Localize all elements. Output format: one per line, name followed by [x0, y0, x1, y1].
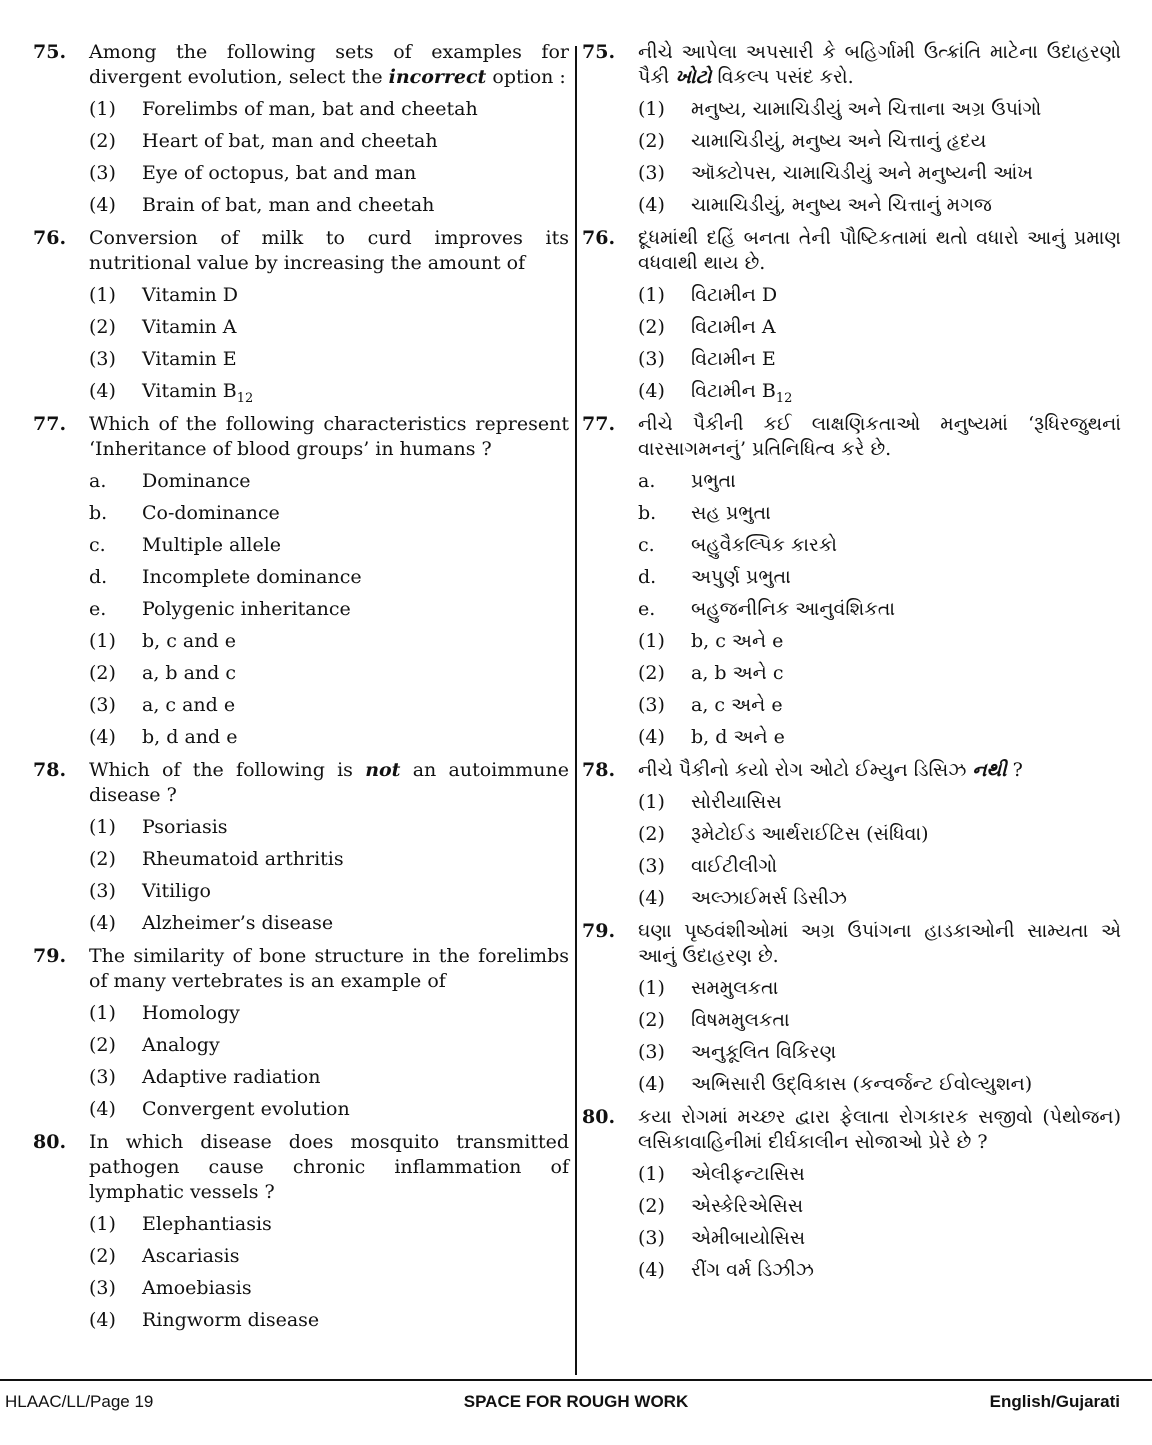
question-text [638, 40, 1121, 90]
option-text: રીંગ વર્મ ડિઝીઝ [691, 1259, 814, 1281]
answer-option [638, 1226, 1121, 1251]
answer-option [638, 379, 1121, 404]
question-text-part: Among the following sets of examples for divergent evolution, select the [89, 41, 569, 88]
question-number: 79. [33, 945, 67, 967]
option-label: (2) [638, 1195, 665, 1217]
option-label: (3) [89, 162, 116, 184]
question-text-part: વિકલ્પ પસંદ કરો. [711, 66, 854, 88]
option-label: (4) [89, 1309, 116, 1331]
option-label: b. [638, 502, 657, 524]
option-text: Convergent evolution [142, 1098, 350, 1120]
option-text: Vitamin D [142, 284, 239, 306]
option-label: (2) [89, 130, 116, 152]
option-text: વિટામીન $B_{12}$ [691, 380, 793, 406]
option-text: Vitamin A [142, 316, 237, 338]
answer-option [89, 1308, 569, 1333]
option-text: Vitamin $B_{12}$ [142, 380, 254, 406]
option-text: સમમુલકતા [691, 977, 779, 999]
answer-option [638, 315, 1121, 340]
answer-option [89, 565, 569, 590]
question-text-part: નીચે પૈકીનો કયો રોગ ઓટો ઈમ્યુન ડિસિઝ [638, 759, 973, 781]
question-text [638, 1105, 1121, 1155]
question-text-part: an autoimmune disease ? [89, 759, 569, 806]
option-label: (1) [89, 816, 116, 838]
emphasized-word: નથી [972, 759, 1007, 781]
option-label: (2) [89, 848, 116, 870]
option-label: (4) [638, 726, 665, 748]
option-text: Eye of octopus, bat and man [142, 162, 417, 184]
question-text [89, 412, 569, 462]
option-text: a, b and c [142, 662, 237, 684]
option-text: a, b અને c [691, 662, 784, 684]
option-text: બહુવૈકલ્પિક કારકો [691, 534, 838, 556]
answer-option [89, 1244, 569, 1269]
option-label: (4) [638, 380, 665, 402]
option-label: (4) [638, 1259, 665, 1281]
option-text: વાઈટીલીગો [691, 855, 778, 877]
answer-option [638, 283, 1121, 308]
option-label: (1) [89, 630, 116, 652]
answer-option [89, 815, 569, 840]
answer-option [89, 379, 569, 404]
answer-option [89, 725, 569, 750]
option-label: (4) [89, 194, 116, 216]
option-label: (3) [638, 694, 665, 716]
emphasized-word: not [365, 759, 401, 781]
rough-work-label: SPACE FOR ROUGH WORK [463, 1392, 689, 1411]
option-text: b, c and e [142, 630, 236, 652]
option-label: (3) [89, 694, 116, 716]
answer-option [638, 565, 1121, 590]
question-79 [33, 944, 569, 1122]
question-text-part: Which of the following characteristics represent ‘Inheritance of blood groups’ in humans ? [89, 413, 569, 460]
option-label: (4) [89, 1098, 116, 1120]
question-number: 79. [582, 920, 616, 942]
column-divider [575, 46, 577, 1375]
question-text [89, 944, 569, 994]
option-label: c. [638, 534, 655, 556]
option-text: એમીબાયોસિસ [691, 1227, 806, 1249]
question-78 [582, 758, 1121, 911]
question-number: 78. [582, 759, 616, 781]
answer-option [638, 501, 1121, 526]
option-label: (2) [638, 316, 665, 338]
option-text: Analogy [142, 1034, 220, 1056]
language-label: English/Gujarati [989, 1392, 1120, 1411]
option-text: Adaptive radiation [142, 1066, 321, 1088]
option-text: Alzheimer’s disease [142, 912, 334, 934]
option-text: a, c and e [142, 694, 236, 716]
option-label: (4) [638, 194, 665, 216]
question-text-part: નીચે આપેલા અપસારી કે બહિર્ગામી ઉત્ક્રાંતિ માટેના ઉદાહરણો પૈકી [638, 41, 1121, 88]
question-text-part: ? [1006, 759, 1023, 781]
option-text: અલ્ઝાઈમર્સ ડિસીઝ [691, 887, 847, 909]
answer-option [89, 315, 569, 340]
option-text: વિટામીન A [691, 316, 776, 338]
answer-option [638, 129, 1121, 154]
question-80 [582, 1105, 1121, 1283]
answer-option [638, 693, 1121, 718]
option-label: (1) [638, 1163, 665, 1185]
answer-option [89, 1065, 569, 1090]
question-text-part: Which of the following is [89, 759, 366, 781]
option-label: (2) [89, 1034, 116, 1056]
option-label: (2) [89, 1245, 116, 1267]
option-label: a. [89, 470, 107, 492]
english-column [33, 40, 569, 1341]
option-label: (1) [89, 1213, 116, 1235]
question-number: 78. [33, 759, 67, 781]
question-number: 75. [33, 41, 67, 63]
option-text: વિટામીન D [691, 284, 778, 306]
option-label: (2) [638, 130, 665, 152]
option-label: c. [89, 534, 106, 556]
option-label: (1) [638, 977, 665, 999]
answer-option [89, 1001, 569, 1026]
option-label: (4) [89, 912, 116, 934]
option-label: (4) [89, 726, 116, 748]
option-label: (3) [89, 348, 116, 370]
answer-option [638, 533, 1121, 558]
option-text: અપુર્ણ પ્રભુતા [691, 566, 791, 588]
question-78 [33, 758, 569, 936]
option-label: (2) [638, 1009, 665, 1031]
option-label: (3) [638, 348, 665, 370]
option-text: એલીફન્ટાસિસ [691, 1163, 805, 1185]
answer-option [89, 193, 569, 218]
question-text [89, 758, 569, 808]
question-number: 77. [33, 413, 67, 435]
option-text: Brain of bat, man and cheetah [142, 194, 435, 216]
option-label: (1) [638, 630, 665, 652]
option-text: સહ પ્રભુતા [691, 502, 771, 524]
option-text: a, c અને e [691, 694, 783, 716]
answer-option [89, 1033, 569, 1058]
answer-option [89, 347, 569, 372]
option-text: Heart of bat, man and cheetah [142, 130, 438, 152]
answer-option [638, 97, 1121, 122]
answer-option [89, 661, 569, 686]
option-label: a. [638, 470, 656, 492]
option-label: (3) [638, 162, 665, 184]
answer-option [638, 854, 1121, 879]
option-label: e. [638, 598, 656, 620]
question-number: 80. [33, 1131, 67, 1153]
question-text [638, 412, 1121, 462]
option-text: Multiple allele [142, 534, 282, 556]
option-text: એસ્કેરિએસિસ [691, 1195, 804, 1217]
answer-option [89, 501, 569, 526]
answer-option [89, 847, 569, 872]
answer-option [638, 661, 1121, 686]
answer-option [89, 1097, 569, 1122]
question-text-part: દૂધમાંથી દહિં બનતા તેની પૌષ્ટિકતામાં થતો વધારો આનું પ્રમાણ વધવાથી થાય છે. [638, 227, 1121, 274]
footer-rule [0, 1379, 1152, 1381]
option-label: (2) [638, 662, 665, 684]
answer-option [89, 629, 569, 654]
answer-option [638, 822, 1121, 847]
option-label: (3) [89, 1066, 116, 1088]
option-text: રૂમેટોઈડ આર્થરાઈટિસ (સંધિવા) [691, 823, 929, 845]
option-text: b, c અને e [691, 630, 784, 652]
answer-option [638, 597, 1121, 622]
answer-option [638, 1162, 1121, 1187]
option-text: Forelimbs of man, bat and cheetah [142, 98, 478, 120]
option-label: (3) [89, 1277, 116, 1299]
option-label: (1) [89, 1002, 116, 1024]
answer-option [89, 911, 569, 936]
answer-option [638, 629, 1121, 654]
answer-option [638, 1008, 1121, 1033]
question-text-part: ઘણા પૃષ્ઠવંશીઓમાં અગ્ર ઉપાંગના હાડકાઓની સામ્યતા એ આનું ઉદાહરણ છે. [638, 920, 1121, 967]
question-77 [582, 412, 1121, 750]
question-text [638, 758, 1121, 783]
answer-option [89, 469, 569, 494]
option-text: બહુજનીનિક આનુવંશિકતા [691, 598, 896, 620]
option-text: ચામાચિડીયું, મનુષ્ય અને ચિત્તાનું મગજ [691, 194, 992, 216]
question-text-part: નીચે પૈકીની કઈ લાક્ષણિકતાઓ મનુષ્યમાં ‘રૂધિરજુથનાં વારસાગમનનું’ પ્રતિનિધિત્વ કરે છે. [638, 413, 1121, 460]
question-text [89, 40, 569, 90]
option-label: (1) [638, 791, 665, 813]
answer-option [638, 161, 1121, 186]
question-text [89, 226, 569, 276]
option-label: (3) [638, 1227, 665, 1249]
gujarati-column [582, 40, 1121, 1291]
option-text: વિષમમુલકતા [691, 1009, 790, 1031]
option-label: (1) [638, 98, 665, 120]
question-75 [33, 40, 569, 218]
option-label: (2) [638, 823, 665, 845]
answer-option [89, 97, 569, 122]
question-number: 75. [582, 41, 616, 63]
question-text [638, 919, 1121, 969]
option-text: મનુષ્ય, ચામાચિડીયું અને ચિત્તાના અગ્ર ઉપાંગો [691, 98, 1042, 120]
option-label: (3) [638, 1041, 665, 1063]
answer-option [638, 976, 1121, 1001]
answer-option [89, 129, 569, 154]
answer-option [638, 347, 1121, 372]
option-text: Vitiligo [142, 880, 211, 902]
option-text: Incomplete dominance [142, 566, 362, 588]
question-77 [33, 412, 569, 750]
answer-option [638, 886, 1121, 911]
option-label: (4) [89, 380, 116, 402]
option-label: d. [89, 566, 108, 588]
emphasized-word: ખોટો [675, 66, 712, 88]
option-text: Polygenic inheritance [142, 598, 351, 620]
option-text: અભિસારી ઉદ્‌વિકાસ (કન્વર્જન્ટ ઈવોલ્યુશન) [691, 1073, 1033, 1095]
option-text: Co-dominance [142, 502, 280, 524]
option-label: (2) [89, 662, 116, 684]
question-76 [582, 226, 1121, 404]
page-id: HLAAC/LL/Page 19 [5, 1392, 154, 1411]
option-text: Psoriasis [142, 816, 228, 838]
answer-option [89, 693, 569, 718]
question-number: 80. [582, 1106, 616, 1128]
question-text [89, 1130, 569, 1205]
answer-option [89, 161, 569, 186]
answer-option [638, 1040, 1121, 1065]
option-label: (4) [638, 887, 665, 909]
answer-option [89, 1276, 569, 1301]
option-text: Vitamin E [142, 348, 237, 370]
emphasized-word: incorrect [388, 66, 487, 88]
answer-option [638, 1194, 1121, 1219]
option-label: (1) [89, 284, 116, 306]
option-text: અનુકૂલિત વિકિરણ [691, 1041, 837, 1063]
option-text: Elephantiasis [142, 1213, 272, 1235]
question-number: 76. [582, 227, 616, 249]
answer-option [89, 533, 569, 558]
option-label: (3) [638, 855, 665, 877]
answer-option [638, 1258, 1121, 1283]
question-text-part: option : [486, 66, 566, 88]
question-text-part: The similarity of bone structure in the forelimbs of many vertebrates is an example of [89, 945, 569, 992]
answer-option [638, 193, 1121, 218]
answer-option [638, 469, 1121, 494]
question-number: 77. [582, 413, 616, 435]
question-page [33, 40, 1121, 1375]
option-text: Ringworm disease [142, 1309, 320, 1331]
option-label: (1) [89, 98, 116, 120]
answer-option [89, 879, 569, 904]
question-text-part: Conversion of milk to curd improves its nutritional value by increasing the amount of [89, 227, 569, 274]
question-75 [582, 40, 1121, 218]
option-label: (1) [638, 284, 665, 306]
answer-option [89, 597, 569, 622]
option-label: (3) [89, 880, 116, 902]
option-text: Ascariasis [142, 1245, 240, 1267]
option-text: ઑક્ટોપસ, ચામાચિડીયું અને મનુષ્યની આંખ [691, 162, 1033, 184]
answer-option [638, 1072, 1121, 1097]
answer-option [89, 1212, 569, 1237]
option-text: પ્રભુતા [691, 470, 736, 492]
option-label: (4) [638, 1073, 665, 1095]
option-label: (2) [89, 316, 116, 338]
question-text-part: કયા રોગમાં મચ્છર દ્વારા ફેલાતા રોગકારક સજીવો (પેથોજન) લસિકાવાહિનીમાં દીર્ઘકાલીન સોજાઓ પ્રેરે છે ? [638, 1106, 1121, 1153]
answer-option [89, 283, 569, 308]
option-text: સોરીયાસિસ [691, 791, 782, 813]
option-text: b, d and e [142, 726, 238, 748]
option-label: b. [89, 502, 108, 524]
question-text [638, 226, 1121, 276]
option-text: ચામાચિડીયું, મનુષ્ય અને ચિત્તાનું હૃદય [691, 130, 987, 152]
answer-option [638, 790, 1121, 815]
option-text: Amoebiasis [142, 1277, 252, 1299]
option-text: વિટામીન E [691, 348, 776, 370]
option-label: d. [638, 566, 657, 588]
option-text: Dominance [142, 470, 251, 492]
question-80 [33, 1130, 569, 1333]
question-79 [582, 919, 1121, 1097]
question-text-part: In which disease does mosquito transmitted pathogen cause chronic inflammation of lymphatic vessels ? [89, 1131, 569, 1203]
option-label: e. [89, 598, 107, 620]
question-76 [33, 226, 569, 404]
option-text: b, d અને e [691, 726, 785, 748]
option-text: Homology [142, 1002, 240, 1024]
answer-option [638, 725, 1121, 750]
question-number: 76. [33, 227, 67, 249]
option-text: Rheumatoid arthritis [142, 848, 344, 870]
